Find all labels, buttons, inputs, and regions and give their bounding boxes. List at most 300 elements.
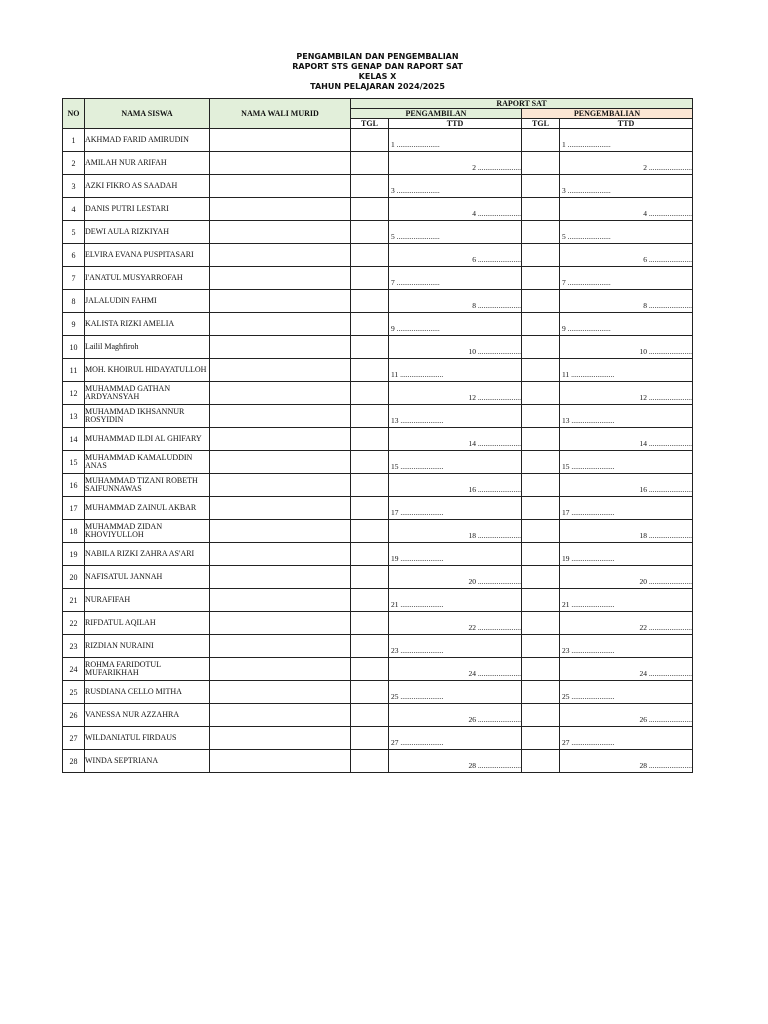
table-row: [63, 704, 693, 727]
signature-line: [391, 416, 444, 425]
wali-murid-cell[interactable]: [210, 198, 351, 221]
ttd-pengembalian-cell[interactable]: [560, 129, 693, 152]
ttd-pengembalian-cell[interactable]: [560, 497, 693, 520]
wali-murid-cell[interactable]: [210, 175, 351, 198]
table-row: [63, 221, 693, 244]
wali-murid-cell[interactable]: [210, 267, 351, 290]
wali-murid-cell[interactable]: [210, 428, 351, 451]
ttd-pengembalian-cell[interactable]: [560, 221, 693, 244]
title-line-1: PENGAMBILAN DAN PENGEMBALIAN: [296, 52, 459, 61]
wali-murid-cell[interactable]: [210, 405, 351, 428]
tgl-pengembalian-cell[interactable]: [522, 175, 560, 198]
row-number: 10: [63, 336, 85, 359]
ttd-pengembalian-cell[interactable]: [560, 635, 693, 658]
ttd-pengambilan-cell[interactable]: [389, 267, 522, 290]
signature-line: [391, 600, 444, 609]
tgl-pengambilan-cell[interactable]: [351, 681, 389, 704]
row-number: 3: [63, 175, 85, 198]
signature-dots: .......................: [477, 761, 521, 770]
signature-number: 24: [468, 669, 476, 678]
wali-murid-cell[interactable]: [210, 474, 351, 497]
ttd-pengembalian-cell[interactable]: [560, 474, 693, 497]
signature-number: 9: [562, 324, 566, 333]
tgl-pengembalian-cell[interactable]: [522, 313, 560, 336]
wali-murid-cell[interactable]: [210, 382, 351, 405]
table-row: [63, 382, 693, 405]
signature-dots: .......................: [567, 278, 611, 287]
row-number: 28: [63, 750, 85, 773]
tgl-pengembalian-cell[interactable]: [522, 359, 560, 382]
signature-line: [562, 692, 615, 701]
ttd-pengambilan-cell[interactable]: [389, 704, 522, 727]
signature-dots: .......................: [571, 692, 615, 701]
signature-dots: .......................: [477, 439, 521, 448]
ttd-pengambilan-cell[interactable]: [389, 129, 522, 152]
ttd-pengembalian-cell[interactable]: [560, 382, 693, 405]
signature-line: [391, 232, 440, 241]
ttd-pengembalian-cell[interactable]: [560, 727, 693, 750]
row-number: 19: [63, 543, 85, 566]
tgl-pengembalian-cell[interactable]: [522, 267, 560, 290]
signature-dots: .......................: [477, 347, 521, 356]
signature-line: [562, 646, 615, 655]
tgl-pengambilan-cell[interactable]: [351, 382, 389, 405]
signature-dots: .......................: [396, 232, 440, 241]
ttd-pengembalian-cell[interactable]: [560, 290, 693, 313]
signature-dots: .......................: [477, 255, 521, 264]
signature-number: 19: [391, 554, 399, 563]
student-name: MOH. KHOIRUL HIDAYATULLOH: [85, 359, 210, 382]
row-number: 17: [63, 497, 85, 520]
header-nama-siswa: NAMA SISWA: [85, 99, 210, 129]
tgl-pengembalian-cell[interactable]: [522, 198, 560, 221]
signature-line: [391, 554, 444, 563]
signature-number: 1: [562, 140, 566, 149]
ttd-pengambilan-cell[interactable]: [389, 566, 522, 589]
ttd-pengembalian-cell[interactable]: [560, 359, 693, 382]
wali-murid-cell[interactable]: [210, 635, 351, 658]
signature-line: [562, 554, 615, 563]
student-name: ELVIRA EVANA PUSPITASARI: [85, 244, 210, 267]
signature-dots: .......................: [571, 554, 615, 563]
ttd-pengambilan-cell[interactable]: [389, 313, 522, 336]
wali-murid-cell[interactable]: [210, 497, 351, 520]
signature-number: 24: [639, 669, 647, 678]
tgl-pengambilan-cell[interactable]: [351, 198, 389, 221]
signature-line: [469, 393, 522, 402]
signature-dots: .......................: [396, 140, 440, 149]
signature-number: 22: [468, 623, 476, 632]
tgl-pengambilan-cell[interactable]: [351, 451, 389, 474]
ttd-pengembalian-cell[interactable]: [560, 750, 693, 773]
ttd-pengembalian-cell[interactable]: [560, 612, 693, 635]
tgl-pengembalian-cell[interactable]: [522, 382, 560, 405]
ttd-pengembalian-cell[interactable]: [560, 520, 693, 543]
ttd-pengambilan-cell[interactable]: [389, 290, 522, 313]
tgl-pengembalian-cell[interactable]: [522, 750, 560, 773]
table-row: [63, 428, 693, 451]
signature-dots: .......................: [396, 324, 440, 333]
tgl-pengembalian-cell[interactable]: [522, 244, 560, 267]
signature-line: [640, 577, 693, 586]
tgl-pengambilan-cell[interactable]: [351, 566, 389, 589]
row-number: 25: [63, 681, 85, 704]
ttd-pengambilan-cell[interactable]: [389, 198, 522, 221]
signature-dots: .......................: [477, 209, 521, 218]
tgl-pengembalian-cell[interactable]: [522, 635, 560, 658]
tgl-pengembalian-cell[interactable]: [522, 474, 560, 497]
signature-line: [469, 485, 522, 494]
row-number: 1: [63, 129, 85, 152]
signature-number: 12: [468, 393, 476, 402]
tgl-pengambilan-cell[interactable]: [351, 750, 389, 773]
row-number: 6: [63, 244, 85, 267]
ttd-pengambilan-cell[interactable]: [389, 451, 522, 474]
signature-dots: .......................: [648, 531, 692, 540]
tgl-pengembalian-cell[interactable]: [522, 290, 560, 313]
wali-murid-cell[interactable]: [210, 451, 351, 474]
signature-dots: .......................: [648, 347, 692, 356]
tgl-pengembalian-cell[interactable]: [522, 566, 560, 589]
wali-murid-cell[interactable]: [210, 244, 351, 267]
signature-number: 6: [472, 255, 476, 264]
signature-number: 15: [562, 462, 570, 471]
wali-murid-cell[interactable]: [210, 543, 351, 566]
signature-line: [640, 439, 693, 448]
student-name: DEWI AULA RIZKIYAH: [85, 221, 210, 244]
signature-dots: .......................: [648, 669, 692, 678]
signature-dots: .......................: [648, 623, 692, 632]
tgl-pengambilan-cell[interactable]: [351, 221, 389, 244]
signature-line: [469, 347, 522, 356]
tgl-pengembalian-cell[interactable]: [522, 152, 560, 175]
header-tgl-pengembalian: TGL: [522, 119, 560, 129]
table-row: [63, 451, 693, 474]
ttd-pengambilan-cell[interactable]: [389, 543, 522, 566]
tgl-pengembalian-cell[interactable]: [522, 704, 560, 727]
ttd-pengambilan-cell[interactable]: [389, 175, 522, 198]
table-row: [63, 244, 693, 267]
signature-number: 3: [391, 186, 395, 195]
signature-dots: .......................: [477, 301, 521, 310]
tgl-pengambilan-cell[interactable]: [351, 175, 389, 198]
signature-number: 23: [391, 646, 399, 655]
row-number: 9: [63, 313, 85, 336]
signature-dots: .......................: [648, 761, 692, 770]
signature-number: 27: [562, 738, 570, 747]
tgl-pengambilan-cell[interactable]: [351, 474, 389, 497]
signature-number: 2: [643, 163, 647, 172]
ttd-pengambilan-cell[interactable]: [389, 612, 522, 635]
title-line-3: KELAS X: [358, 72, 397, 81]
tgl-pengambilan-cell[interactable]: [351, 612, 389, 635]
signature-line: [469, 439, 522, 448]
row-number: 21: [63, 589, 85, 612]
student-name: RIFDATUL AQILAH: [85, 612, 210, 635]
wali-murid-cell[interactable]: [210, 221, 351, 244]
signature-line: [391, 278, 440, 287]
tgl-pengambilan-cell[interactable]: [351, 497, 389, 520]
signature-line: [562, 370, 614, 379]
signature-dots: .......................: [571, 646, 615, 655]
ttd-pengembalian-cell[interactable]: [560, 658, 693, 681]
tgl-pengambilan-cell[interactable]: [351, 520, 389, 543]
table-row: [63, 727, 693, 750]
wali-murid-cell[interactable]: [210, 681, 351, 704]
student-name: NABILA RIZKI ZAHRA AS'ARI: [85, 543, 210, 566]
tgl-pengambilan-cell[interactable]: [351, 405, 389, 428]
signature-dots: .......................: [477, 715, 521, 724]
tgl-pengambilan-cell[interactable]: [351, 129, 389, 152]
ttd-pengambilan-cell[interactable]: [389, 405, 522, 428]
tgl-pengambilan-cell[interactable]: [351, 635, 389, 658]
tgl-pengambilan-cell[interactable]: [351, 543, 389, 566]
signature-line: [469, 577, 522, 586]
wali-murid-cell[interactable]: [210, 129, 351, 152]
signature-number: 1: [391, 140, 395, 149]
student-name: RIZDIAN NURAINI: [85, 635, 210, 658]
signature-line: [562, 738, 615, 747]
ttd-pengambilan-cell[interactable]: [389, 727, 522, 750]
signature-number: 4: [472, 209, 476, 218]
ttd-pengambilan-cell[interactable]: [389, 589, 522, 612]
ttd-pengembalian-cell[interactable]: [560, 681, 693, 704]
table-row: [63, 474, 693, 497]
ttd-pengembalian-cell[interactable]: [560, 267, 693, 290]
tgl-pengembalian-cell[interactable]: [522, 497, 560, 520]
signature-dots: .......................: [477, 163, 521, 172]
signature-line: [391, 462, 444, 471]
signature-dots: .......................: [648, 163, 692, 172]
wali-murid-cell[interactable]: [210, 336, 351, 359]
ttd-pengambilan-cell[interactable]: [389, 750, 522, 773]
tgl-pengambilan-cell[interactable]: [351, 290, 389, 313]
ttd-pengembalian-cell[interactable]: [560, 566, 693, 589]
row-number: 12: [63, 382, 85, 405]
signature-number: 3: [562, 186, 566, 195]
table-row: [63, 405, 693, 428]
row-number: 27: [63, 727, 85, 750]
signature-line: [391, 370, 443, 379]
signature-number: 18: [468, 531, 476, 540]
student-name: MUHAMMAD TIZANI ROBETH SAIFUNNAWAS: [85, 474, 210, 497]
ttd-pengembalian-cell[interactable]: [560, 589, 693, 612]
ttd-pengembalian-cell[interactable]: [560, 704, 693, 727]
tgl-pengembalian-cell[interactable]: [522, 681, 560, 704]
table-row: [63, 543, 693, 566]
wali-murid-cell[interactable]: [210, 589, 351, 612]
tgl-pengambilan-cell[interactable]: [351, 589, 389, 612]
signature-line: [640, 623, 693, 632]
row-number: 18: [63, 520, 85, 543]
tgl-pengambilan-cell[interactable]: [351, 704, 389, 727]
ttd-pengembalian-cell[interactable]: [560, 405, 693, 428]
tgl-pengambilan-cell[interactable]: [351, 727, 389, 750]
wali-murid-cell[interactable]: [210, 727, 351, 750]
signature-line: [640, 531, 693, 540]
ttd-pengembalian-cell[interactable]: [560, 313, 693, 336]
tgl-pengembalian-cell[interactable]: [522, 336, 560, 359]
table-row: [63, 313, 693, 336]
row-number: 20: [63, 566, 85, 589]
table-row: [63, 129, 693, 152]
ttd-pengembalian-cell[interactable]: [560, 451, 693, 474]
signature-dots: .......................: [400, 692, 444, 701]
wali-murid-cell[interactable]: [210, 520, 351, 543]
signature-number: 17: [391, 508, 399, 517]
student-name: WINDA SEPTRIANA: [85, 750, 210, 773]
ttd-pengambilan-cell[interactable]: [389, 382, 522, 405]
ttd-pengambilan-cell[interactable]: [389, 681, 522, 704]
raport-table: [62, 98, 693, 773]
signature-dots: .......................: [648, 255, 692, 264]
signature-dots: .......................: [400, 600, 444, 609]
ttd-pengembalian-cell[interactable]: [560, 198, 693, 221]
ttd-pengembalian-cell[interactable]: [560, 175, 693, 198]
tgl-pengembalian-cell[interactable]: [522, 221, 560, 244]
ttd-pengambilan-cell[interactable]: [389, 428, 522, 451]
signature-number: 6: [643, 255, 647, 264]
ttd-pengambilan-cell[interactable]: [389, 221, 522, 244]
student-name: AKHMAD FARID AMIRUDIN: [85, 129, 210, 152]
signature-number: 13: [562, 416, 570, 425]
ttd-pengembalian-cell[interactable]: [560, 543, 693, 566]
signature-line: [562, 140, 611, 149]
signature-number: 10: [468, 347, 476, 356]
signature-number: 16: [468, 485, 476, 494]
tgl-pengembalian-cell[interactable]: [522, 589, 560, 612]
header-tgl-pengambilan: TGL: [351, 119, 389, 129]
ttd-pengembalian-cell[interactable]: [560, 336, 693, 359]
ttd-pengambilan-cell[interactable]: [389, 359, 522, 382]
signature-line: [469, 715, 522, 724]
ttd-pengembalian-cell[interactable]: [560, 152, 693, 175]
ttd-pengambilan-cell[interactable]: [389, 474, 522, 497]
wali-murid-cell[interactable]: [210, 612, 351, 635]
signature-number: 2: [472, 163, 476, 172]
signature-line: [640, 761, 693, 770]
signature-dots: .......................: [477, 531, 521, 540]
row-number: 4: [63, 198, 85, 221]
signature-number: 5: [391, 232, 395, 241]
signature-dots: .......................: [571, 600, 615, 609]
signature-number: 14: [468, 439, 476, 448]
signature-line: [643, 255, 692, 264]
signature-number: 9: [391, 324, 395, 333]
signature-line: [391, 140, 440, 149]
signature-number: 27: [391, 738, 399, 747]
wali-murid-cell[interactable]: [210, 313, 351, 336]
tgl-pengambilan-cell[interactable]: [351, 428, 389, 451]
signature-number: 4: [643, 209, 647, 218]
tgl-pengambilan-cell[interactable]: [351, 658, 389, 681]
row-number: 14: [63, 428, 85, 451]
tgl-pengembalian-cell[interactable]: [522, 129, 560, 152]
student-name: MUHAMMAD GATHAN ARDYANSYAH: [85, 382, 210, 405]
tgl-pengembalian-cell[interactable]: [522, 658, 560, 681]
signature-number: 14: [639, 439, 647, 448]
signature-dots: .......................: [396, 186, 440, 195]
table-row: [63, 520, 693, 543]
ttd-pengambilan-cell[interactable]: [389, 635, 522, 658]
table-row: [63, 290, 693, 313]
signature-line: [643, 163, 692, 172]
signature-line: [562, 462, 615, 471]
signature-number: 23: [562, 646, 570, 655]
ttd-pengambilan-cell[interactable]: [389, 658, 522, 681]
table-row: [63, 566, 693, 589]
student-name: ROHMA FARIDOTUL MUFARIKHAH: [85, 658, 210, 681]
signature-dots: .......................: [648, 301, 692, 310]
tgl-pengembalian-cell[interactable]: [522, 612, 560, 635]
ttd-pengambilan-cell[interactable]: [389, 244, 522, 267]
tgl-pengembalian-cell[interactable]: [522, 543, 560, 566]
wali-murid-cell[interactable]: [210, 704, 351, 727]
signature-dots: .......................: [567, 324, 611, 333]
signature-number: 22: [639, 623, 647, 632]
ttd-pengembalian-cell[interactable]: [560, 428, 693, 451]
tgl-pengambilan-cell[interactable]: [351, 267, 389, 290]
ttd-pengambilan-cell[interactable]: [389, 336, 522, 359]
ttd-pengambilan-cell[interactable]: [389, 497, 522, 520]
signature-number: 25: [562, 692, 570, 701]
tgl-pengembalian-cell[interactable]: [522, 520, 560, 543]
wali-murid-cell[interactable]: [210, 750, 351, 773]
student-name: VANESSA NUR AZZAHRA: [85, 704, 210, 727]
tgl-pengembalian-cell[interactable]: [522, 428, 560, 451]
table-row: [63, 175, 693, 198]
ttd-pengambilan-cell[interactable]: [389, 520, 522, 543]
wali-murid-cell[interactable]: [210, 290, 351, 313]
signature-line: [640, 669, 693, 678]
tgl-pengambilan-cell[interactable]: [351, 244, 389, 267]
tgl-pengambilan-cell[interactable]: [351, 336, 389, 359]
student-name: I'ANATUL MUSYARROFAH: [85, 267, 210, 290]
student-name: DANIS PUTRI LESTARI: [85, 198, 210, 221]
wali-murid-cell[interactable]: [210, 152, 351, 175]
wali-murid-cell[interactable]: [210, 566, 351, 589]
wali-murid-cell[interactable]: [210, 359, 351, 382]
table-row: [63, 635, 693, 658]
signature-line: [472, 301, 521, 310]
title-line-4: TAHUN PELAJARAN 2024/2025: [310, 82, 445, 91]
signature-line: [391, 186, 440, 195]
signature-line: [562, 232, 611, 241]
document-title-block: [0, 52, 755, 92]
signature-number: 20: [468, 577, 476, 586]
ttd-pengambilan-cell[interactable]: [389, 152, 522, 175]
tgl-pengembalian-cell[interactable]: [522, 405, 560, 428]
student-name: MUHAMMAD ZAINUL AKBAR: [85, 497, 210, 520]
ttd-pengembalian-cell[interactable]: [560, 244, 693, 267]
signature-dots: .......................: [571, 738, 615, 747]
wali-murid-cell[interactable]: [210, 658, 351, 681]
signature-dots: .......................: [571, 508, 615, 517]
signature-dots: .......................: [648, 439, 692, 448]
signature-dots: .......................: [477, 669, 521, 678]
tgl-pengembalian-cell[interactable]: [522, 727, 560, 750]
row-number: 15: [63, 451, 85, 474]
student-name: JALALUDIN FAHMI: [85, 290, 210, 313]
signature-dots: .......................: [571, 462, 615, 471]
signature-line: [643, 209, 692, 218]
tgl-pengambilan-cell[interactable]: [351, 152, 389, 175]
tgl-pengembalian-cell[interactable]: [522, 451, 560, 474]
tgl-pengambilan-cell[interactable]: [351, 313, 389, 336]
signature-line: [643, 301, 692, 310]
signature-line: [469, 669, 522, 678]
tgl-pengambilan-cell[interactable]: [351, 359, 389, 382]
